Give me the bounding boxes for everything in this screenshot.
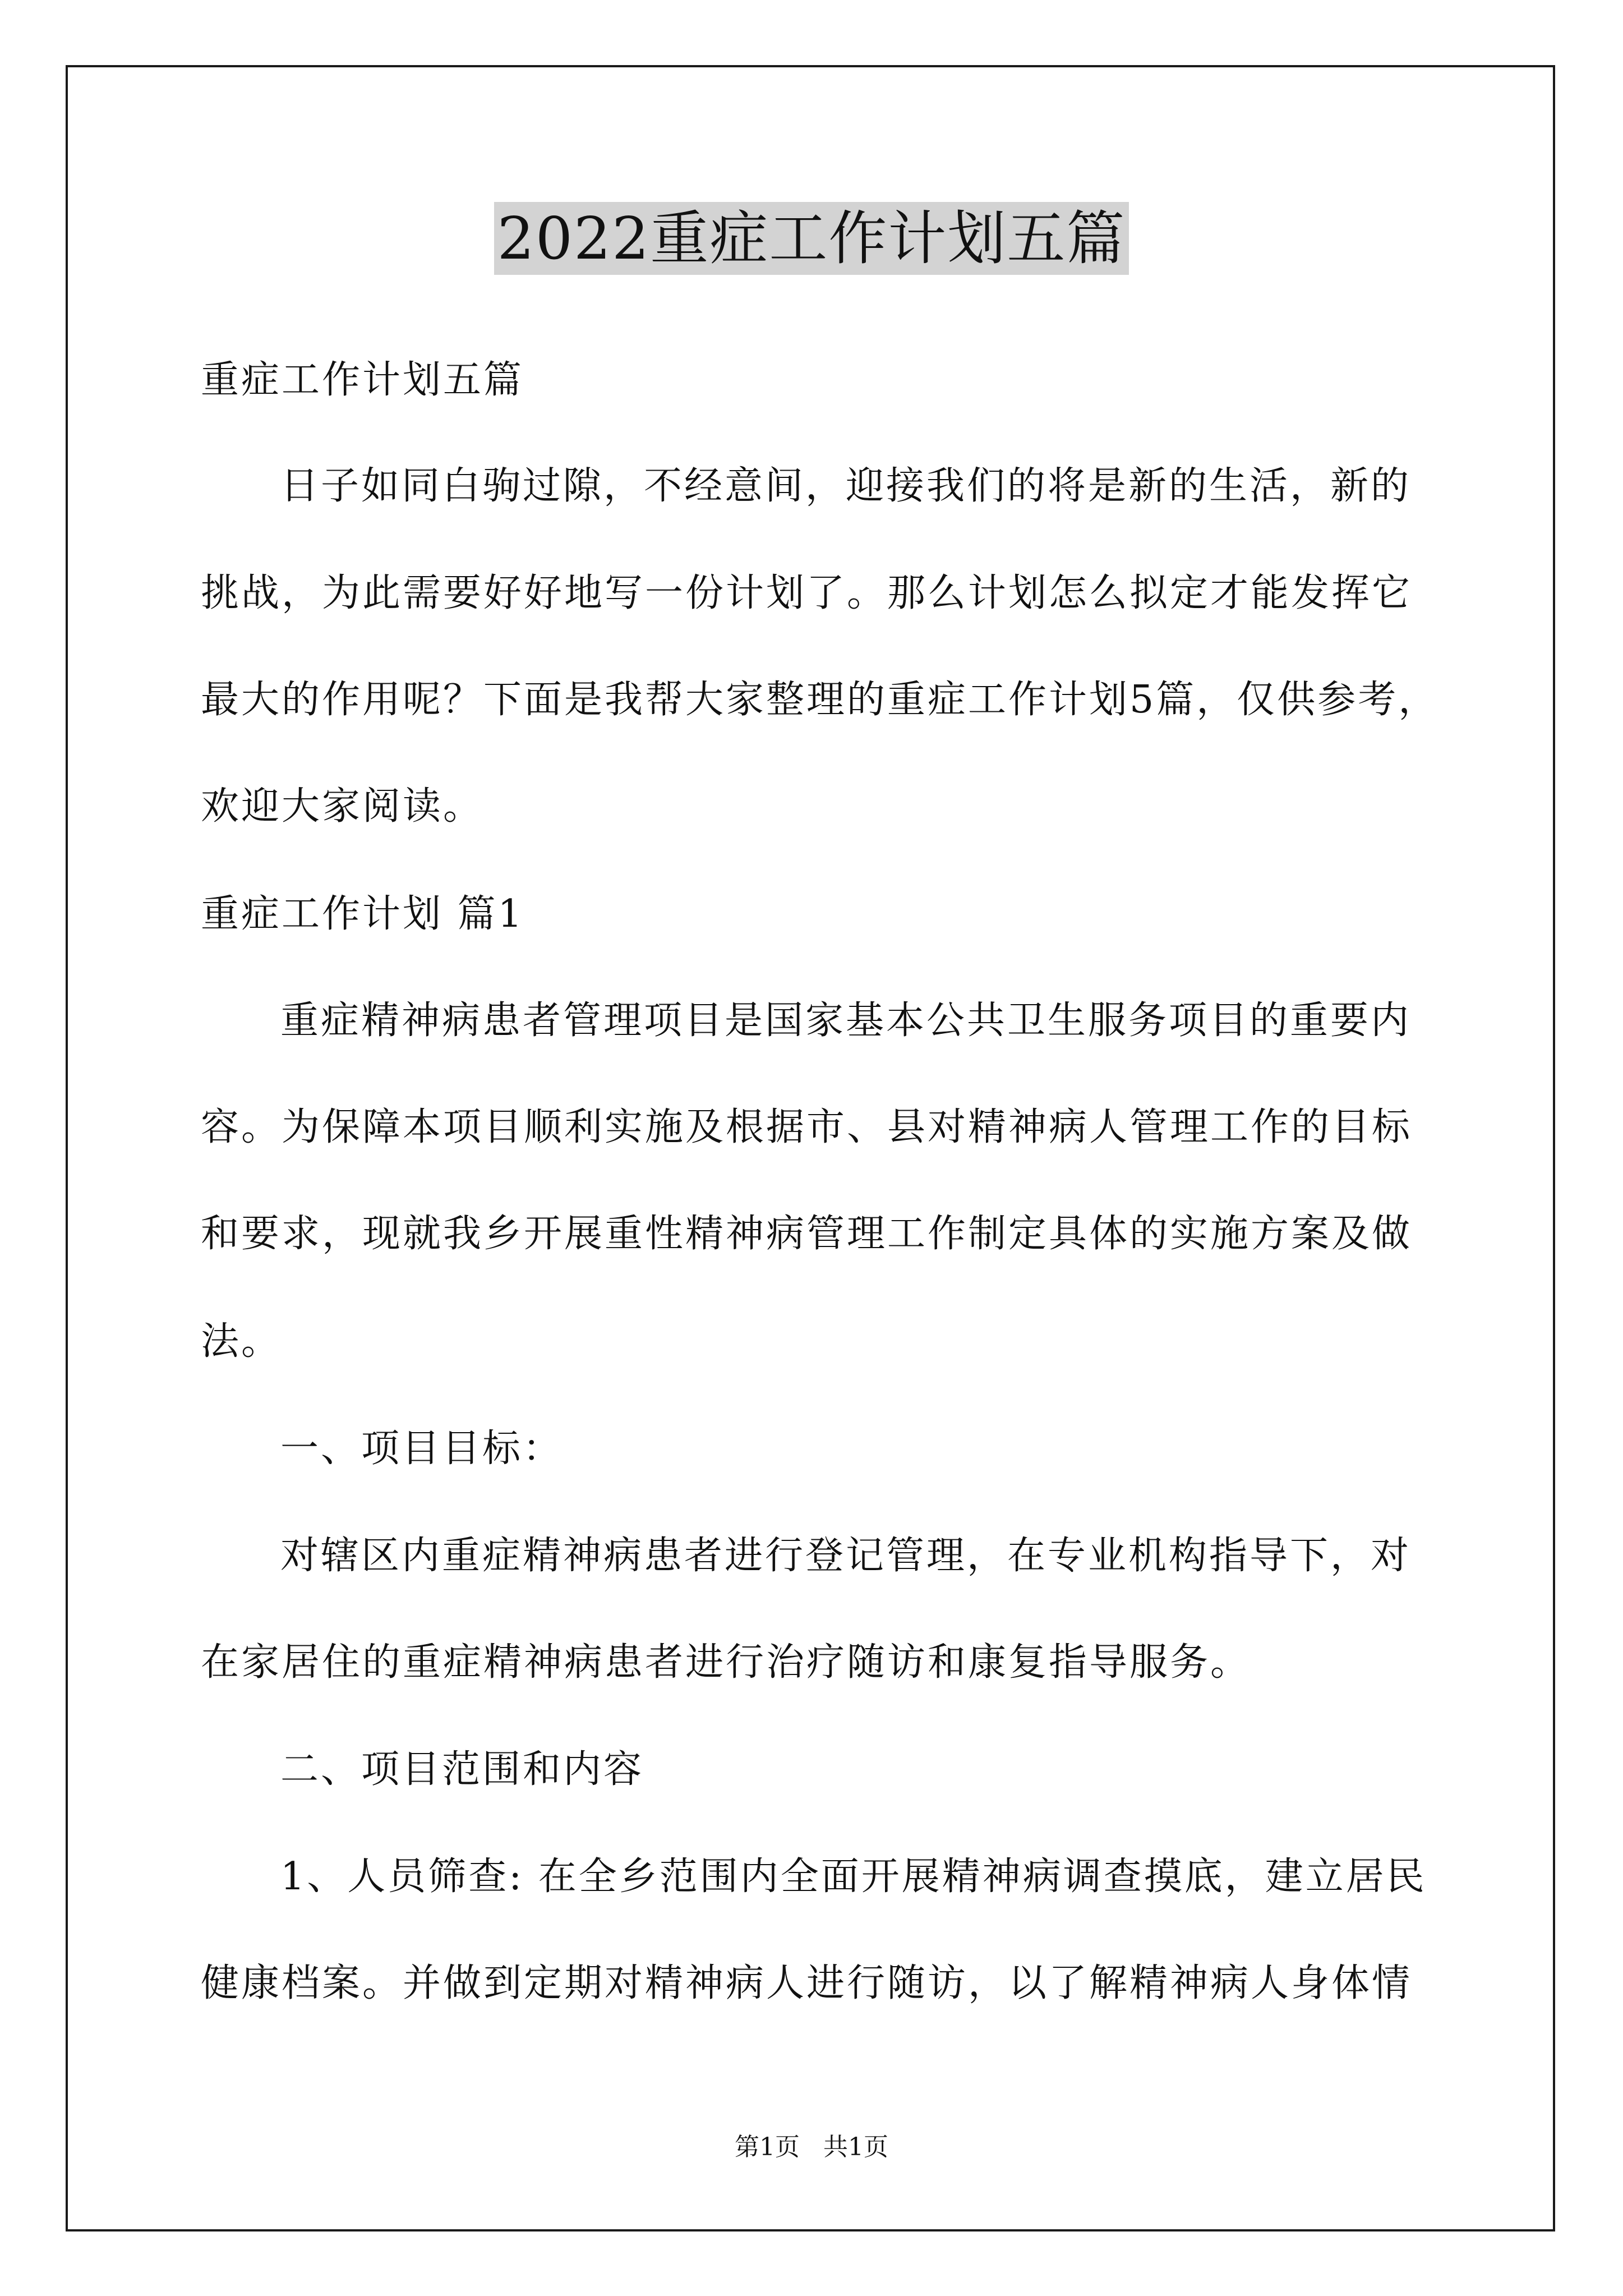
document-title: 2022重症工作计划五篇 <box>494 202 1129 275</box>
paragraph-line: 法。 <box>201 1319 282 1364</box>
paragraph-line: 健康档案。并做到定期对精神病人进行随访，以了解精神病人身体情 <box>201 1961 1413 2005</box>
section-heading: 重症工作计划 篇1 <box>201 892 524 936</box>
paragraph-line: 容。为保障本项目顺利实施及根据市、县对精神病人管理工作的目标 <box>201 1105 1413 1149</box>
paragraph-line: 和要求，现就我乡开展重性精神病管理工作制定具体的实施方案及做 <box>201 1212 1413 1256</box>
title-container <box>0 202 1623 275</box>
paragraph-line: 1、人员筛查: 在全乡范围内全面开展精神病调查摸底，建立居民 <box>280 1855 1427 1899</box>
paragraph-line: 欢迎大家阅读。 <box>201 784 484 829</box>
paragraph-line: 重症精神病患者管理项目是国家基本公共卫生服务项目的重要内 <box>280 999 1412 1043</box>
subtitle-line: 重症工作计划五篇 <box>201 358 524 402</box>
paragraph-line: 挑战，为此需要好好地写一份计划了。那么计划怎么拟定才能发挥它 <box>201 571 1413 615</box>
paragraph-line: 在家居住的重症精神病患者进行治疗随访和康复指导服务。 <box>201 1640 1251 1685</box>
paragraph-line: 日子如同白驹过隙，不经意间，迎接我们的将是新的生活，新的 <box>280 464 1412 508</box>
paragraph-line: 对辖区内重症精神病患者进行登记管理，在专业机构指导下，对 <box>280 1534 1412 1578</box>
item-heading: 一、项目目标： <box>280 1427 564 1471</box>
item-heading: 二、项目范围和内容 <box>280 1747 644 1792</box>
paragraph-line: 最大的作用呢？下面是我帮大家整理的重症工作计划5篇，仅供参考， <box>201 678 1439 722</box>
page-number-footer: 第1页 共1页 <box>735 2133 888 2161</box>
